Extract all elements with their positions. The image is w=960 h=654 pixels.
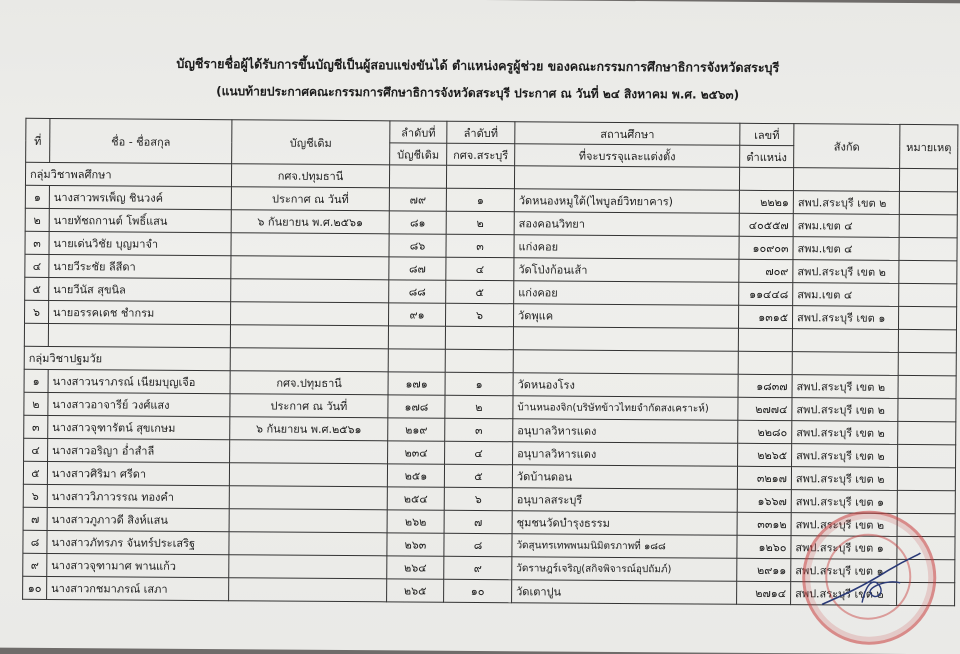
cell-orig: ๑๗๑ bbox=[388, 372, 445, 395]
cell-note bbox=[898, 398, 956, 421]
cell-source bbox=[229, 532, 387, 556]
cell-aff: สพป.สระบุรี เขต ๑ bbox=[792, 306, 898, 330]
group-name: กลุ่มวิชาปฐมวัย bbox=[24, 346, 230, 370]
cell-note bbox=[897, 490, 955, 513]
cell-orig: ๘๖ bbox=[389, 234, 446, 257]
cell-school: วัดพุแค bbox=[513, 304, 738, 329]
source-line: ๖ กันยายน พ.ศ.๒๕๖๑ bbox=[230, 417, 388, 441]
cell-name: นางสาวจุฑามาศ พานแก้ว bbox=[47, 553, 229, 577]
cell-name: นายวีนัส สุขนิล bbox=[49, 277, 231, 301]
cell-new: ๑ bbox=[446, 188, 514, 211]
cell-name: นายวีระชัย ลีสีดา bbox=[49, 254, 231, 278]
source-line: ประกาศ ณ วันที่ bbox=[230, 394, 388, 418]
cell-pos: ๒๙๑๑ bbox=[737, 558, 791, 581]
cell-aff: สพป.สระบุรี เขต ๒ bbox=[792, 398, 898, 422]
cell-source bbox=[230, 440, 388, 464]
cell-no: ๔ bbox=[24, 438, 48, 461]
cell-no: ๑ bbox=[25, 185, 49, 208]
cell-orig: ๑๗๘ bbox=[388, 395, 445, 418]
cell-pos: ๑๘๓๗ bbox=[738, 374, 792, 397]
cell-name: นายทัชถกานต์ โพธิ์แสน bbox=[49, 208, 231, 232]
cell-no: ๑ bbox=[24, 369, 48, 392]
cell-name: นางสาวอริญา อ่ำสำลี bbox=[48, 438, 230, 462]
cell-name: นางสาวกชมาภรณ์ เสภา bbox=[47, 576, 229, 600]
cell-new: ๖ bbox=[444, 487, 512, 510]
cell-no: ๓ bbox=[25, 231, 49, 254]
cell-name: นายเด่นวิชัย บุญมาจำ bbox=[49, 231, 231, 255]
cell-school: วัดหนองหมูใต้(ไพบูลย์วิทยาคาร) bbox=[514, 189, 739, 214]
cell-school: วัดราษฎร์เจริญ(สกิจพิจารณ์อุปถัมภ์) bbox=[512, 557, 737, 582]
cell-pos: ๒๒๘๐ bbox=[738, 420, 792, 443]
cell-aff: สพป.สระบุรี เขต ๒ bbox=[792, 421, 898, 445]
group-name: กลุ่มวิชาพลศึกษา bbox=[25, 162, 231, 186]
header-row bbox=[26, 118, 958, 147]
cell-name: นางสาวพรเพ็ญ ชินวงค์ bbox=[49, 185, 231, 209]
cell-no: ๑๐ bbox=[23, 576, 47, 599]
cell-source bbox=[229, 463, 387, 487]
cell-new: ๒ bbox=[446, 211, 514, 234]
cell-orig: ๒๖๕ bbox=[387, 579, 444, 602]
cell-new: ๑๐ bbox=[444, 579, 512, 602]
cell-school: วัดสุนทรเทพพนมนิมิตรภาพที่ ๑๘๘ bbox=[512, 534, 737, 559]
cell-school: ชุมชนวัดบำรุงธรรม bbox=[512, 511, 737, 536]
col-pos: เลขที่ bbox=[740, 123, 794, 145]
col-no: ที่ bbox=[26, 118, 50, 162]
cell-aff: สพม.เขต ๔ bbox=[793, 237, 899, 261]
col-note: หมายเหตุ bbox=[900, 124, 958, 168]
cell-aff: สพม.เขต ๔ bbox=[793, 283, 899, 307]
cell-pos: ๒๗๗๔ bbox=[738, 397, 792, 420]
cell-orig: ๒๓๔ bbox=[388, 441, 445, 464]
cell-source bbox=[230, 302, 388, 326]
cell-orig: ๒๕๑ bbox=[387, 464, 444, 487]
cell-aff: สพป.สระบุรี เขต ๒ bbox=[793, 260, 899, 284]
cell-aff: สพป.สระบุรี เขต ๒ bbox=[793, 191, 899, 215]
cell-school: วัดหนองโรง bbox=[513, 373, 738, 398]
signature bbox=[814, 542, 925, 623]
cell-school: อนุบาลสระบุรี bbox=[512, 488, 737, 513]
cell-name: นางสาวภูภาวดี สิงห์แสน bbox=[47, 507, 229, 531]
cell-new: ๓ bbox=[445, 418, 513, 441]
cell-no: ๕ bbox=[25, 277, 49, 300]
cell-aff: สพม.เขต ๔ bbox=[793, 214, 899, 238]
cell-pos: ๓๓๑๒ bbox=[737, 512, 791, 535]
cell-new: ๑ bbox=[445, 372, 513, 395]
source-line: ประกาศ ณ วันที่ bbox=[231, 187, 389, 211]
cell-pos: ๑๓๑๕ bbox=[738, 305, 792, 328]
cell-pos: ๒๒๒๑ bbox=[739, 190, 793, 213]
cell-school: บ้านหนองจิก(บริษัทข้าวไทยจำกัดสงเคราะห์) bbox=[513, 396, 738, 421]
cell-pos: ๔๐๕๕๗ bbox=[739, 213, 793, 236]
cell-note bbox=[898, 421, 956, 444]
cell-pos: ๓๒๑๗ bbox=[737, 466, 791, 489]
cell-name: นางสาวภัทรภร จันทร์ประเสริฐ bbox=[47, 530, 229, 554]
cell-orig: ๘๑ bbox=[389, 211, 446, 234]
cell-new: ๒ bbox=[445, 395, 513, 418]
cell-school: วัดบ้านดอน bbox=[512, 465, 737, 490]
cell-new: ๔ bbox=[445, 441, 513, 464]
cell-pos: ๗๐๙ bbox=[739, 259, 793, 282]
cell-pos: ๒๗๑๔ bbox=[737, 581, 791, 604]
col-pos-sub: ตำแหน่ง bbox=[740, 145, 794, 167]
cell-note bbox=[899, 260, 957, 283]
cell-name: นางสาวอาจารีย์ วงศ์แสง bbox=[48, 392, 230, 416]
cell-school: วัดเตาปูน bbox=[512, 580, 737, 605]
col-rank-new-sub: กศจ.สระบุรี bbox=[447, 143, 515, 165]
cell-name: นางสาวจุฑารัตน์ สุขเกษม bbox=[48, 415, 230, 439]
cell-name: นางสาววิภาวรรณ ทองคำ bbox=[47, 484, 229, 508]
col-rank-new: ลำดับที่ bbox=[447, 121, 515, 143]
cell-name: นางสาวศิริมา ศรีดา bbox=[47, 461, 229, 485]
cell-school: แก่งคอย bbox=[514, 235, 739, 260]
cell-aff: สพป.สระบุรี เขต ๑ bbox=[791, 490, 897, 514]
cell-source bbox=[229, 486, 387, 510]
cell-note bbox=[898, 444, 956, 467]
cell-name: นางสาวนราภรณ์ เนียมบุญเจือ bbox=[48, 369, 230, 393]
cell-new: ๗ bbox=[444, 510, 512, 533]
cell-school: แก่งคอย bbox=[514, 281, 739, 306]
cell-no: ๒ bbox=[24, 392, 48, 415]
cell-no: ๕ bbox=[23, 461, 47, 484]
cell-aff: สพป.สระบุรี เขต ๑ bbox=[791, 536, 897, 560]
cell-orig: ๘๗ bbox=[389, 257, 446, 280]
cell-source bbox=[231, 256, 389, 280]
cell-new: ๙ bbox=[444, 556, 512, 579]
cell-pos: ๑๐๙๐๓ bbox=[739, 236, 793, 259]
cell-no: ๔ bbox=[25, 254, 49, 277]
cell-no: ๖ bbox=[23, 484, 47, 507]
cell-school: วัดโป่งก้อนเส้า bbox=[514, 258, 739, 283]
cell-new: ๓ bbox=[446, 234, 514, 257]
cell-note bbox=[899, 191, 957, 214]
cell-aff: สพป.สระบุรี เขต ๑ bbox=[791, 559, 897, 583]
cell-orig: ๙๑ bbox=[388, 303, 445, 326]
col-school-sub: ที่จะบรรจุและแต่งตั้ง bbox=[515, 144, 740, 168]
cell-note bbox=[898, 375, 956, 398]
col-name: ชื่อ - ชื่อสกุล bbox=[50, 118, 232, 163]
col-rank-orig: ลำดับที่ bbox=[390, 121, 447, 143]
cell-orig: ๒๖๒ bbox=[387, 510, 444, 533]
cell-orig: ๒๖๓ bbox=[387, 533, 444, 556]
cell-source bbox=[229, 555, 387, 579]
col-affiliation: สังกัด bbox=[794, 124, 900, 169]
source-line: ๖ กันยายน พ.ศ.๒๕๖๑ bbox=[231, 210, 389, 234]
cell-note bbox=[899, 237, 957, 260]
source-line: กศจ.ปทุมธานี bbox=[230, 371, 388, 395]
cell-note bbox=[899, 283, 957, 306]
cell-orig: ๒๕๔ bbox=[387, 487, 444, 510]
cell-new: ๖ bbox=[445, 303, 513, 326]
cell-note bbox=[897, 467, 955, 490]
cell-orig: ๘๘ bbox=[389, 280, 446, 303]
col-school: สถานศึกษา bbox=[515, 122, 740, 146]
cell-no: ๖ bbox=[25, 300, 49, 323]
col-rank-orig-sub: บัญชีเดิม bbox=[390, 143, 447, 165]
cell-orig: ๗๙ bbox=[389, 188, 446, 211]
document-subtitle: (แนบท้ายประกาศคณะกรรมการศึกษาธิการจังหวัดสระบุรี ประกาศ ณ วันที่ ๒๔ สิงหาคม พ.ศ. ๒๕๖๓) bbox=[216, 84, 740, 102]
cell-source bbox=[229, 509, 387, 533]
cell-source bbox=[231, 279, 389, 303]
cell-source bbox=[229, 578, 387, 602]
cell-name: นายอรรคเดช ชำกรม bbox=[49, 300, 231, 324]
cell-no: ๙ bbox=[23, 553, 47, 576]
cell-pos: ๑๖๖๗ bbox=[737, 489, 791, 512]
cell-no: ๓ bbox=[24, 415, 48, 438]
cell-new: ๕ bbox=[444, 464, 512, 487]
cell-aff: สพป.สระบุรี เขต ๒ bbox=[791, 513, 897, 537]
cell-school: สองคอนวิทยา bbox=[514, 212, 739, 237]
cell-aff: สพป.สระบุรี เขต ๒ bbox=[792, 444, 898, 468]
cell-new: ๕ bbox=[446, 280, 514, 303]
cell-aff: สพป.สระบุรี เขต ๒ bbox=[792, 375, 898, 399]
cell-new: ๔ bbox=[446, 257, 514, 280]
cell-new: ๘ bbox=[444, 533, 512, 556]
cell-school: อนุบาลวิหารแดง bbox=[513, 419, 738, 444]
cell-orig: ๒๑๙ bbox=[388, 418, 445, 441]
cell-pos: ๒๒๖๕ bbox=[738, 443, 792, 466]
cell-note bbox=[898, 306, 956, 329]
cell-no: ๗ bbox=[23, 507, 47, 530]
cell-pos: ๑๑๔๔๘ bbox=[739, 282, 793, 305]
cell-aff: สพป.สระบุรี เขต ๒ bbox=[791, 467, 897, 491]
cell-orig: ๒๖๔ bbox=[387, 556, 444, 579]
cell-no: ๘ bbox=[23, 530, 47, 553]
document-title: บัญชีรายชื่อผู้ได้รับการขึ้นบัญชีเป็นผู้สอบแข่งขันได้ ตำแหน่งครูผู้ช่วย ของคณะกรรมการศึกษาธิการจังหวัดสระบุรี bbox=[176, 55, 780, 76]
cell-pos: ๑๒๖๐ bbox=[737, 535, 791, 558]
col-orig-list: บัญชีเดิม bbox=[232, 120, 390, 165]
cell-note bbox=[899, 214, 957, 237]
cell-source bbox=[231, 233, 389, 257]
cell-school: อนุบาลวิหารแดง bbox=[513, 442, 738, 467]
cell-no: ๒ bbox=[25, 208, 49, 231]
source-line: กศจ.ปทุมธานี bbox=[231, 164, 389, 188]
cell-aff: สพป.สระบุรี เขต ๒ bbox=[791, 582, 897, 606]
